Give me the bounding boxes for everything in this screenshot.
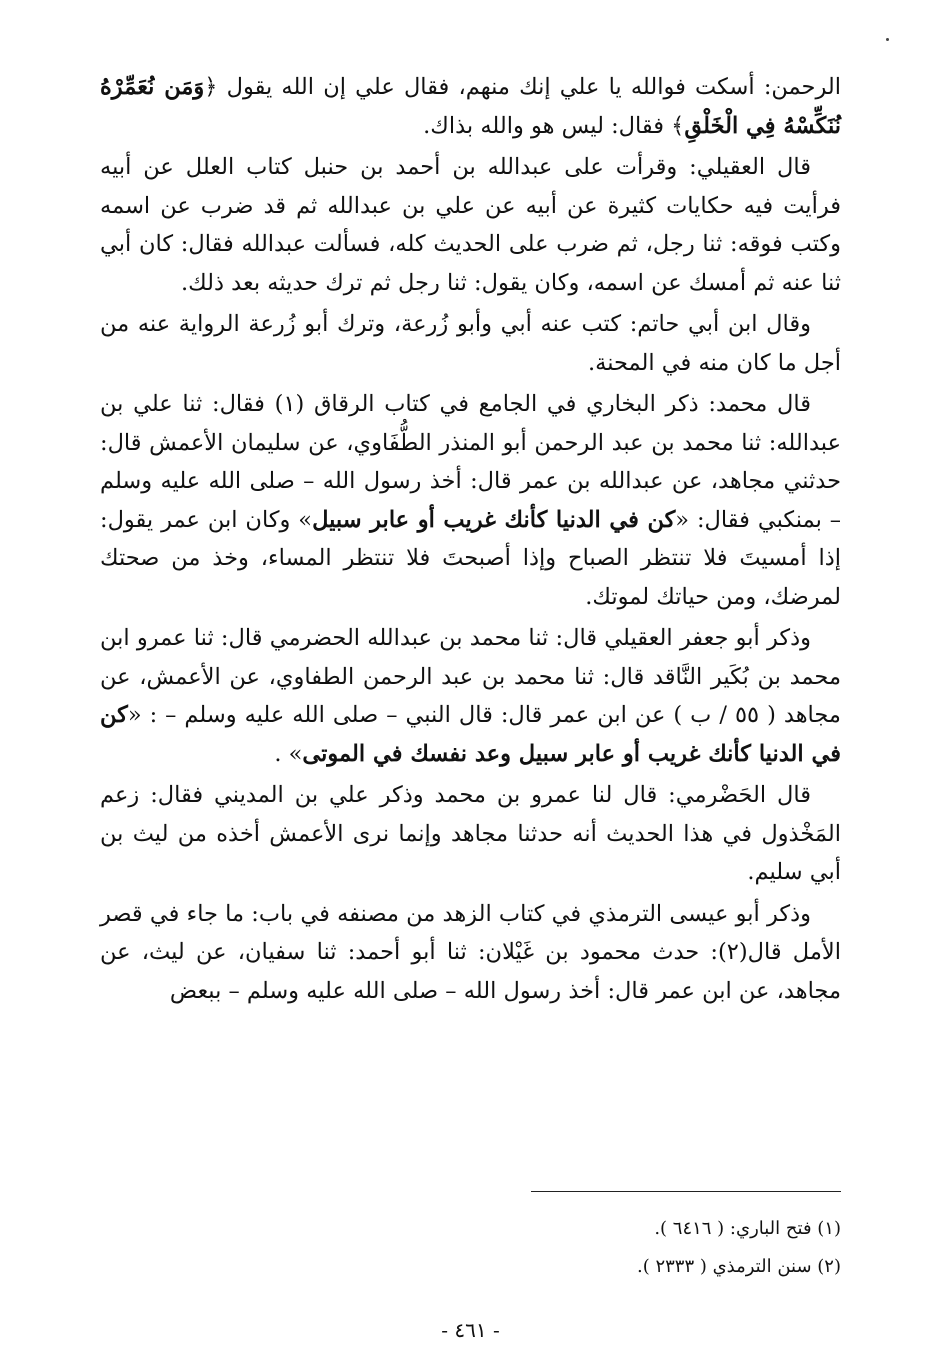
paragraph-6: قال الحَضْرمي: قال لنا عمرو بن محمد وذكر علي بن المديني فقال: زعم المَخْذول في هذا الحديث أنه حدثنا مجاهد وإنما نرى الأعمش أخذه من ليث بن أبي سليم. — [100, 782, 841, 885]
paragraph-2: قال العقيلي: وقرأت على عبدالله بن أحمد بن حنبل كتاب العلل عن أبيه فرأيت فيه حكايات كثيرة عن أبيه عن علي بن عبدالله ثم قد ضرب عن اسمه وكتب فوقه: ثنا رجل، ثم ضرب على الحديث كله، فسألت عبدالله فقال: كان أبي ثنا عنه ثم أمسك عن اسمه، وكان يقول: ثنا رجل ثم ترك حديثه بعد ذلك. — [100, 154, 841, 296]
page-number: - ٤٦١ - — [441, 1318, 500, 1342]
paragraph-1: الرحمن: أسكت فوالله يا علي إنك منهم، فقال علي إن الله يقول ﴿وَمَن نُعَمِّرْهُ نُنَكِّسْهُ فِي الْخَلْقِ﴾ فقال: ليس هو والله بذاك. — [100, 74, 841, 139]
main-text — [100, 68, 841, 1013]
paragraph-4: قال محمد: ذكر البخاري في الجامع في كتاب الرقاق (١) فقال: ثنا علي بن عبدالله: ثنا محمد بن عبد الرحمن أبو المنذر الطُّفَاوي، عن سليمان الأعمش قال: حدثني مجاهد، عن عبدالله بن عمر قال: أخذ رسول الله – صلى الله عليه وسلم – بمنكبي فقال: «كن في الدنيا كأنك غريب أو عابر سبيل» وكان ابن عمر يقول: إذا أمسيتَ فلا تنتظر الصباح وإذا أصبحتَ فلا تنتظر المساء، وخذ من صحتك لمرضك، ومن حياتك لموتك. — [100, 391, 842, 610]
paragraph-7: وذكر أبو عيسى الترمذي في كتاب الزهد من مصنفه في باب: ما جاء في قصر الأمل قال(٢): حدث محمود بن غَيْلان: ثنا أبو أحمد: ثنا سفيان، عن ليث، عن مجاهد، عن ابن عمر قال: أخذ رسول الله – صلى الله عليه وسلم – ببعض — [100, 900, 841, 1004]
paragraph-5: وذكر أبو جعفر العقيلي قال: ثنا محمد بن عبدالله الحضرمي قال: ثنا عمرو ابن محمد بن بُكَير النَّاقد قال: ثنا محمد بن عبد الرحمن الطفاوي، عن الأعمش، عن مجاهد ( ٥٥ / ب ) عن ابن عمر قال: قال النبي – صلى الله عليه وسلم – : «كن في الدنيا كأنك غريب أو عابر سبيل وعد نفسك في الموتى» . — [100, 625, 841, 767]
hadith-text: كن في الدنيا كأنك غريب أو عابر سبيل وعد نفسك في الموتى — [100, 702, 841, 767]
footnote-2: (٢) سنن الترمذي ( ٢٣٣٣ ). — [636, 1256, 841, 1277]
paragraph-3: وقال ابن أبي حاتم: كتب عنه أبي وأبو زُرعة، وترك أبو زُرعة الرواية عنه من أجل ما كان منه في المحنة. — [100, 311, 841, 376]
footnote-1: (١) فتح الباري: ( ٦٤١٦ ). — [654, 1218, 841, 1239]
scan-speck — [886, 38, 889, 41]
hadith-text: كن في الدنيا كأنك غريب أو عابر سبيل — [312, 506, 676, 533]
quran-verse: وَمَن نُعَمِّرْهُ نُنَكِّسْهُ فِي الْخَلْقِ — [100, 74, 841, 139]
footnote-divider — [531, 1191, 841, 1192]
